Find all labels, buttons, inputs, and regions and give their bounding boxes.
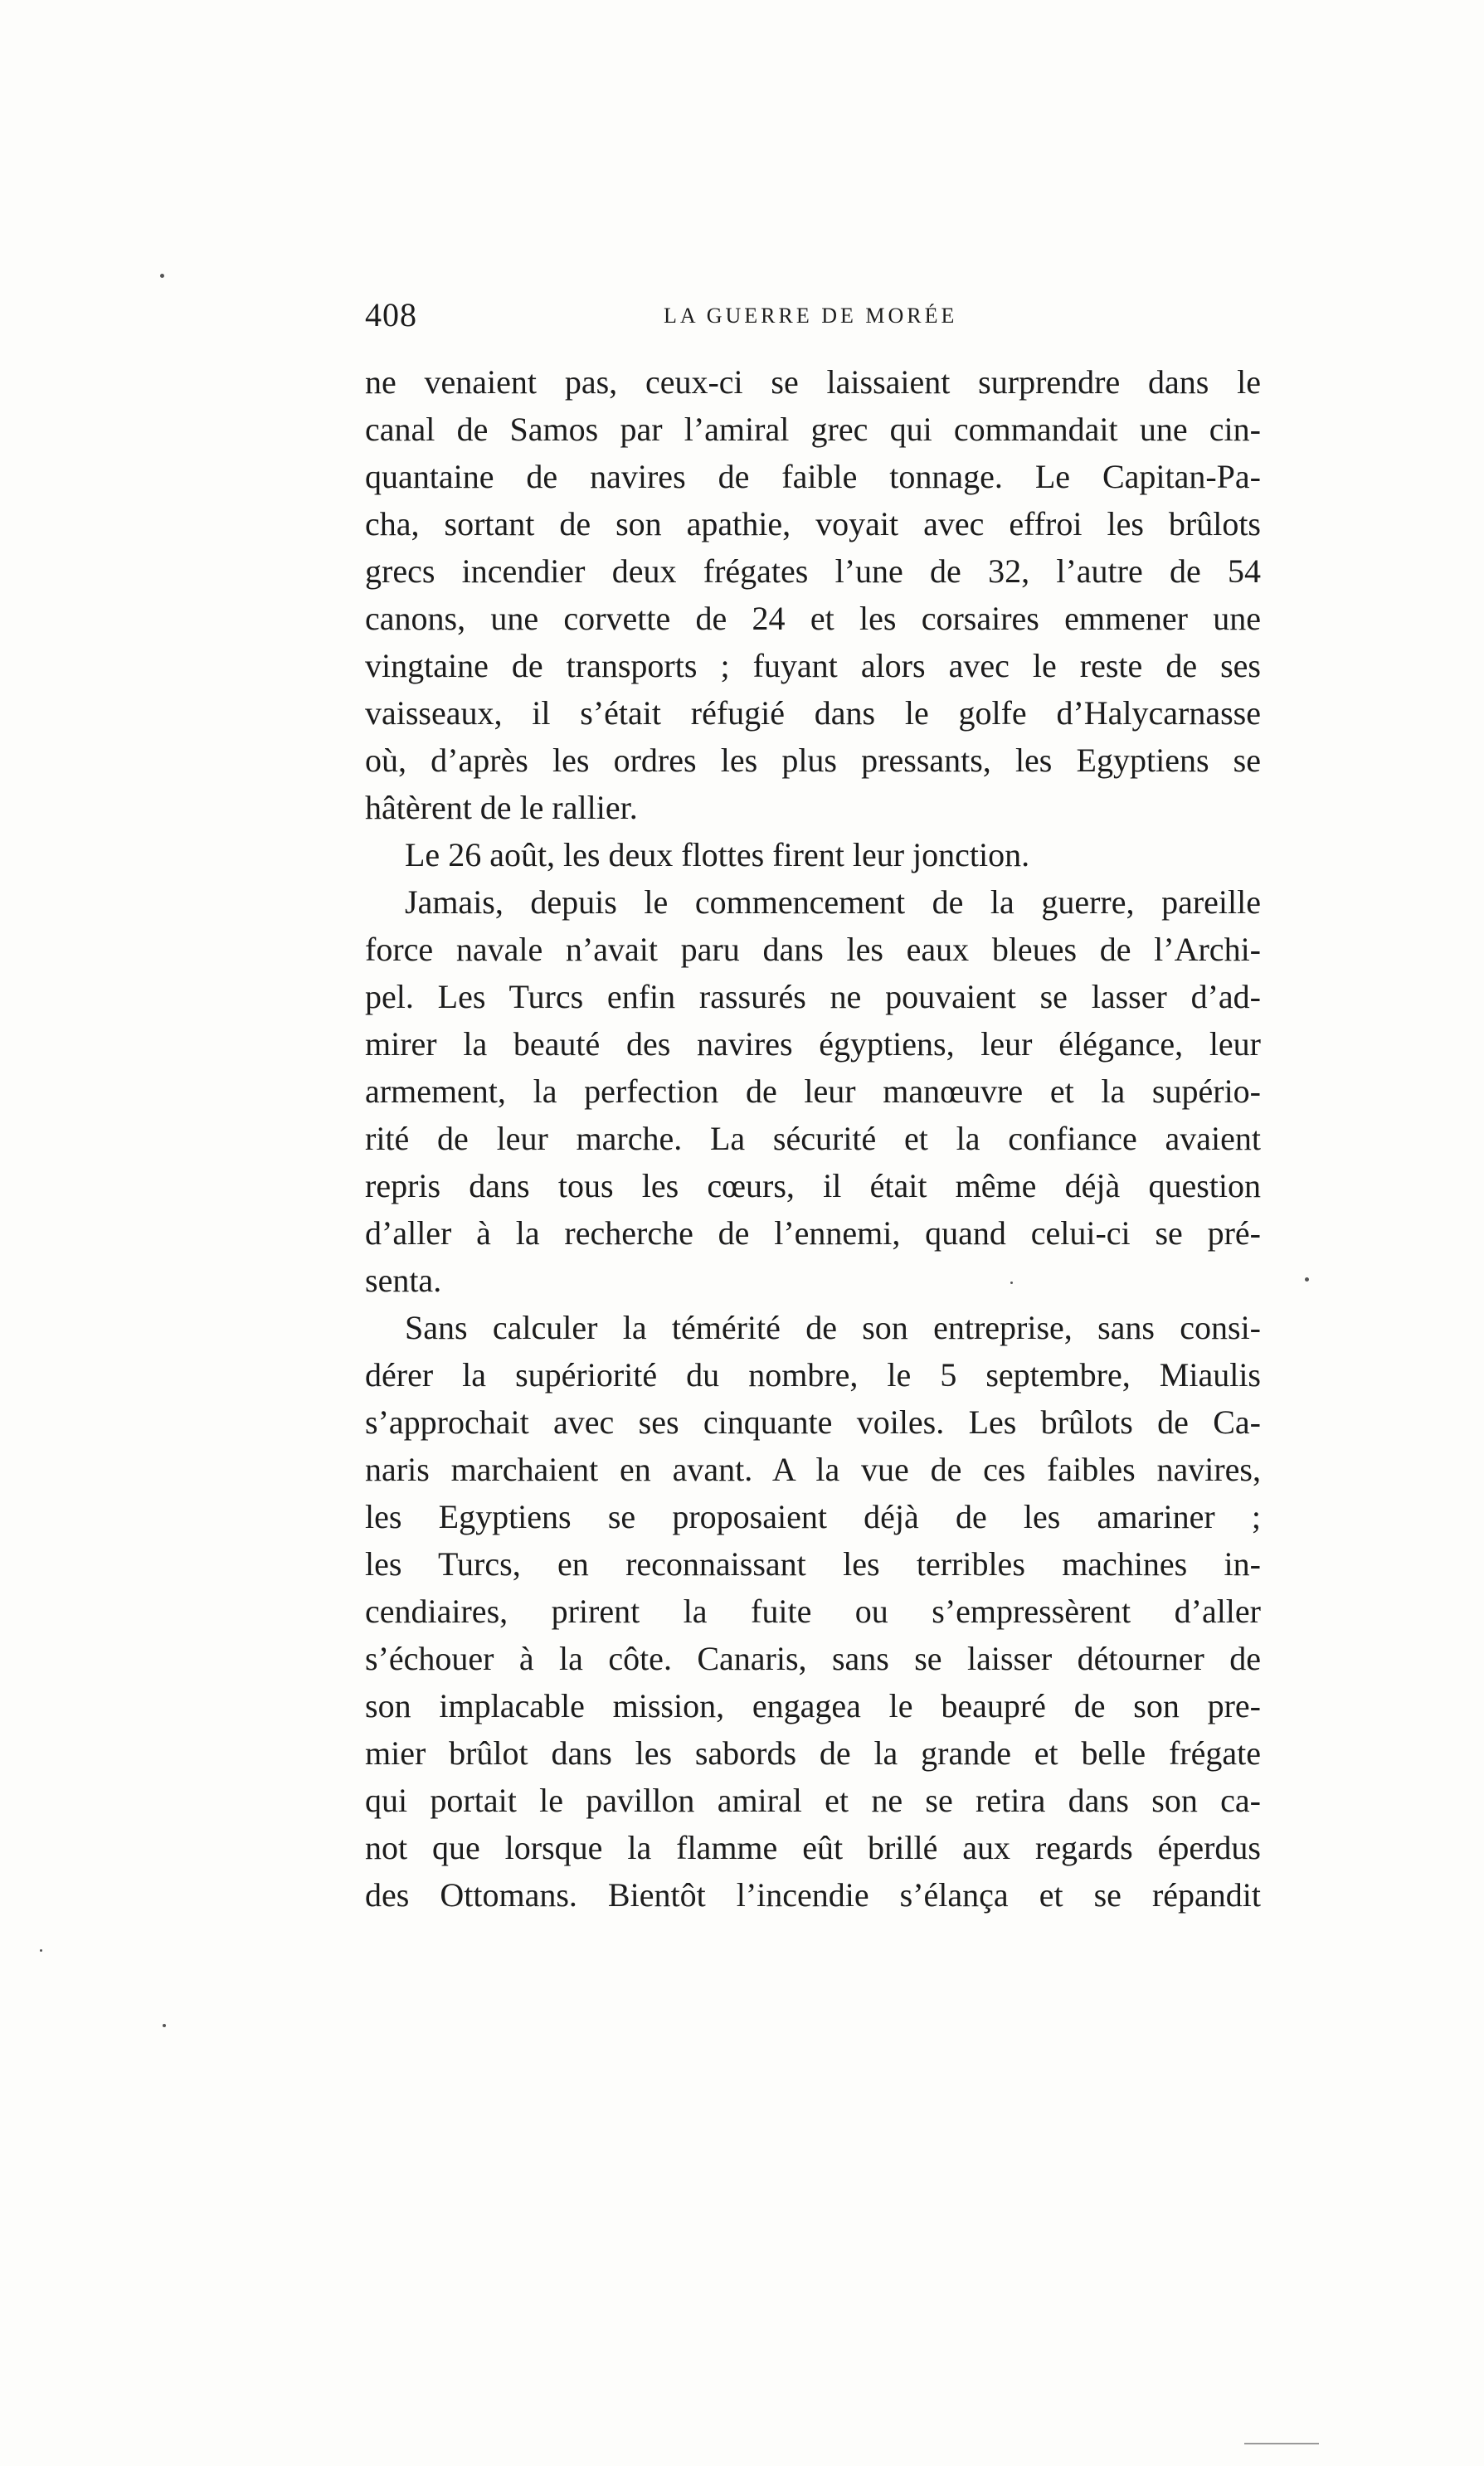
text-line: son implacable mission, engagea le beaupré de son pre- (365, 1687, 1261, 1724)
text-line: senta. (365, 1262, 442, 1299)
text-line: cendiaires, prirent la fuite ou s’empressèrent d’aller (365, 1593, 1261, 1630)
paragraph-first-line: Jamais, depuis le commencement de la guerre, pareille (405, 883, 1261, 921)
text-line: s’approchait avec ses cinquante voiles. Les brûlots de Ca- (365, 1403, 1261, 1441)
text-line: d’aller à la recherche de l’ennemi, quand celui-ci se pré- (365, 1214, 1261, 1252)
text-line: armement, la perfection de leur manœuvre et la supério- (365, 1072, 1261, 1110)
text-line: mier brûlot dans les sabords de la grande et belle frégate (365, 1734, 1261, 1772)
scan-speck (163, 2024, 166, 2027)
running-title: LA GUERRE DE MORÉE (664, 304, 958, 328)
scan-speck (40, 1949, 42, 1952)
text-line: où, d’après les ordres les plus pressants, les Egyptiens se (365, 742, 1261, 779)
scan-speck (1010, 1282, 1013, 1284)
text-line: s’échouer à la côte. Canaris, sans se laisser détourner de (365, 1640, 1261, 1677)
scan-speck (160, 274, 164, 278)
scan-mark (1244, 2443, 1319, 2444)
text-line: cha, sortant de son apathie, voyait avec effroi les brûlots (365, 505, 1261, 542)
text-line: not que lorsque la flamme eût brillé aux regards éperdus (365, 1829, 1261, 1866)
text-line: dérer la supériorité du nombre, le 5 septembre, Miaulis (365, 1356, 1261, 1394)
text-line: hâtèrent de le rallier. (365, 789, 638, 826)
text-line: grecs incendier deux frégates l’une de 32, l’autre de 54 (365, 552, 1261, 590)
text-line: des Ottomans. Bientôt l’incendie s’élança et se répandit (365, 1876, 1261, 1914)
page-number: 408 (365, 296, 417, 333)
text-line: rité de leur marche. La sécurité et la confiance avaient (365, 1120, 1261, 1157)
running-head (365, 295, 1277, 345)
text-line: vaisseaux, il s’était réfugié dans le golfe d’Halycarnasse (365, 694, 1261, 732)
text-line: quantaine de navires de faible tonnage. Le Capitan-Pa- (365, 458, 1261, 495)
body-text (365, 358, 1261, 1919)
paragraph-first-line: Sans calculer la témérité de son entreprise, sans consi- (405, 1309, 1261, 1346)
text-line: les Turcs, en reconnaissant les terribles machines in- (365, 1545, 1261, 1583)
scan-speck (1305, 1277, 1309, 1282)
text-line: force navale n’avait paru dans les eaux bleues de l’Archi- (365, 931, 1261, 968)
paragraph-first-line: Le 26 août, les deux flottes firent leur jonction. (405, 836, 1030, 873)
text-line: canal de Samos par l’amiral grec qui commandait une cin- (365, 411, 1261, 448)
text-line: les Egyptiens se proposaient déjà de les amariner ; (365, 1498, 1261, 1535)
text-line: naris marchaient en avant. A la vue de ces faibles navires, (365, 1451, 1261, 1488)
text-line: ne venaient pas, ceux-ci se laissaient surprendre dans le (365, 363, 1261, 401)
text-line: canons, une corvette de 24 et les corsaires emmener une (365, 600, 1261, 637)
text-line: vingtaine de transports ; fuyant alors avec le reste de ses (365, 647, 1261, 684)
text-line: mirer la beauté des navires égyptiens, leur élégance, leur (365, 1025, 1261, 1063)
text-line: qui portait le pavillon amiral et ne se retira dans son ca- (365, 1782, 1261, 1819)
text-line: repris dans tous les cœurs, il était même déjà question (365, 1167, 1261, 1204)
text-line: pel. Les Turcs enfin rassurés ne pouvaient se lasser d’ad- (365, 978, 1261, 1015)
